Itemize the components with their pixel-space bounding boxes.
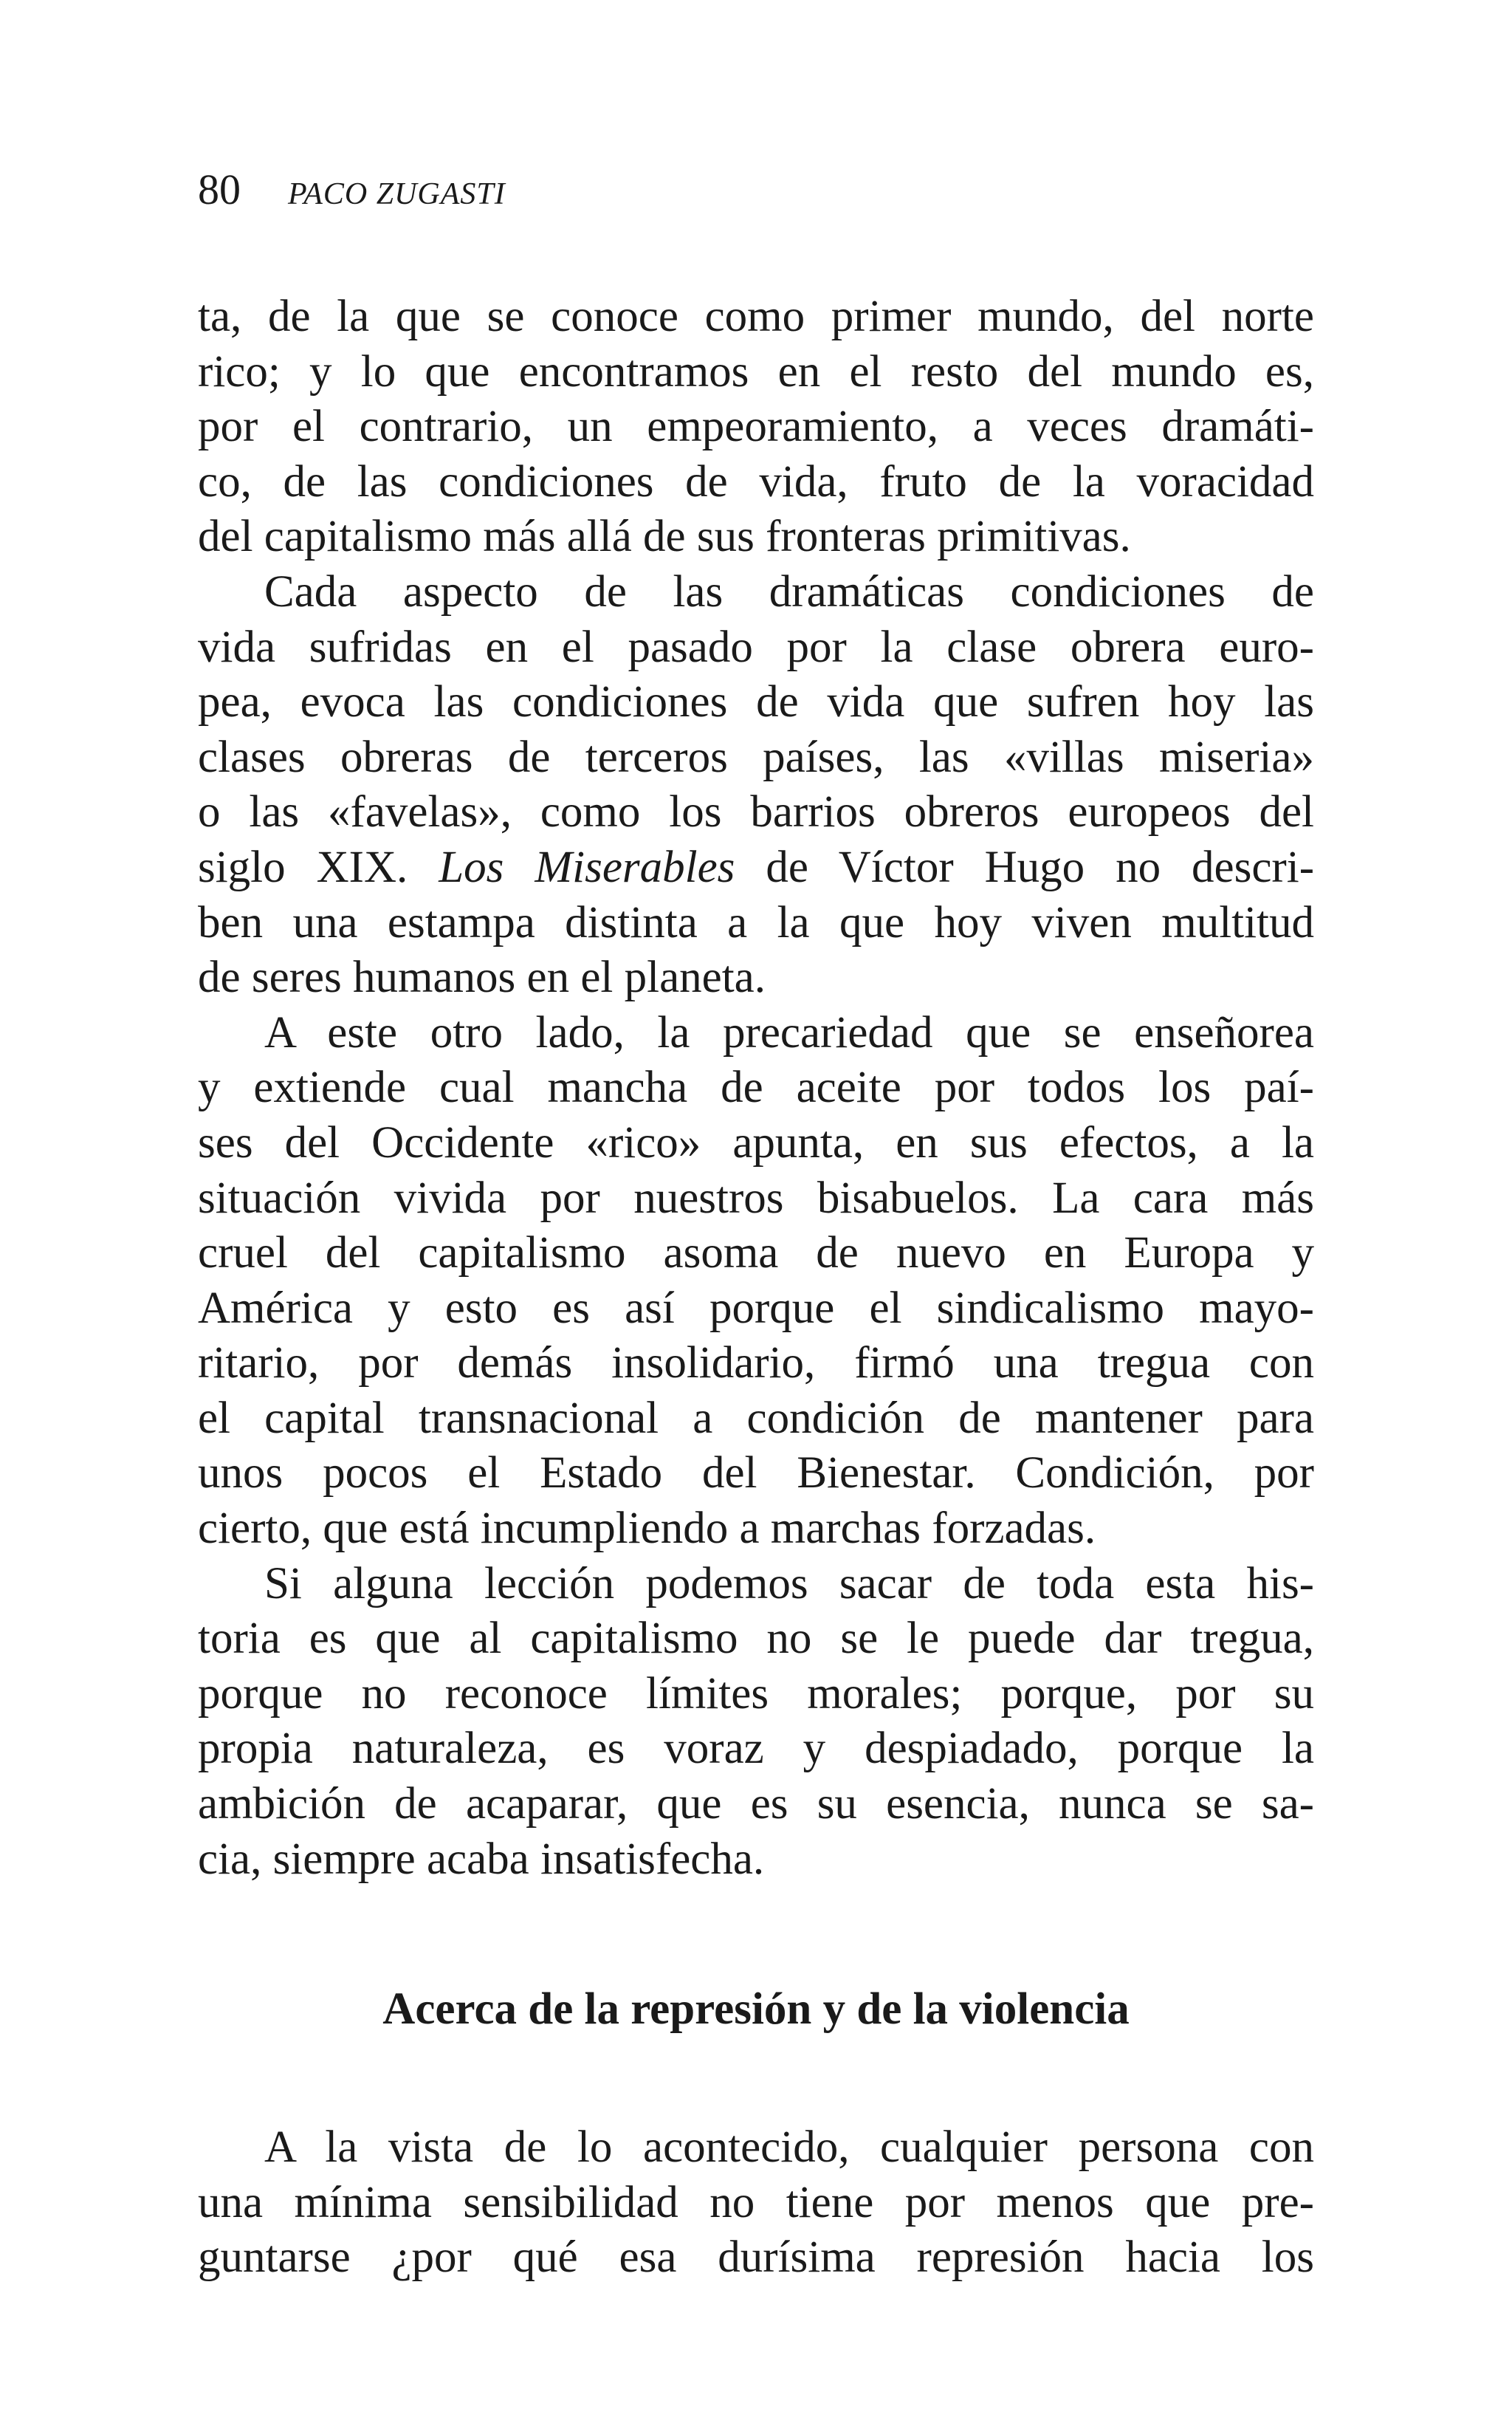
text-line: pea, evoca las condiciones de vida que sufren hoy las bbox=[198, 677, 1314, 727]
text-line: del capitalismo más allá de sus fronteras primitivas. bbox=[198, 512, 1131, 562]
body-text bbox=[198, 289, 1314, 1887]
text-line: y extiende cual mancha de aceite por todos los paí- bbox=[198, 1063, 1314, 1113]
text-line: cia, siempre acaba insatisfecha. bbox=[198, 1834, 765, 1884]
text-line: propia naturaleza, es voraz y despiadado, porque la bbox=[198, 1724, 1314, 1774]
running-author: PACO ZUGASTI bbox=[288, 177, 506, 211]
text-line: el capital transnacional a condición de mantener para bbox=[198, 1393, 1314, 1443]
text-line: unos pocos el Estado del Bienestar. Condición, por bbox=[198, 1448, 1314, 1498]
text-line: ses del Occidente «rico» apunta, en sus efectos, a la bbox=[198, 1117, 1314, 1168]
text-line: rico; y lo que encontramos en el resto del mundo es, bbox=[198, 346, 1314, 397]
text-run: de Víctor Hugo no descri- bbox=[766, 842, 1315, 892]
text-line: cierto, que está incumpliendo a marchas forzadas. bbox=[198, 1504, 1096, 1554]
running-header bbox=[198, 164, 506, 216]
text-line: toria es que al capitalismo no se le puede dar tregua, bbox=[198, 1614, 1314, 1664]
text-line: América y esto es así porque el sindicalismo mayo- bbox=[198, 1283, 1314, 1333]
text-line: de seres humanos en el planeta. bbox=[198, 953, 766, 1003]
text-line: ambición de acaparar, que es su esencia, nunca se sa- bbox=[198, 1779, 1314, 1829]
text-line: vida sufridas en el pasado por la clase obrera euro- bbox=[198, 622, 1314, 672]
page-number: 80 bbox=[198, 165, 241, 213]
text-line: porque no reconoce límites morales; porque, por su bbox=[198, 1668, 1314, 1718]
section-heading: Acerca de la represión y de la violencia bbox=[382, 1984, 1130, 2034]
text-line-mixed bbox=[198, 840, 1314, 896]
text-line: ritario, por demás insolidario, firmó una tregua con bbox=[198, 1338, 1314, 1388]
text-line: una mínima sensibilidad no tiene por menos que pre- bbox=[198, 2177, 1314, 2227]
book-title-italic: Los Miserables bbox=[439, 842, 735, 892]
text-line: A este otro lado, la precariedad que se enseñorea bbox=[264, 1007, 1314, 1058]
text-line: situación vivida por nuestros bisabuelos. La cara más bbox=[198, 1173, 1314, 1223]
text-line: cruel del capitalismo asoma de nuevo en Europa y bbox=[198, 1228, 1314, 1278]
text-line: co, de las condiciones de vida, fruto de la voracidad bbox=[198, 456, 1314, 507]
text-line: A la vista de lo acontecido, cualquier persona con bbox=[264, 2122, 1314, 2172]
text-line: ta, de la que se conoce como primer mundo, del norte bbox=[198, 292, 1314, 341]
text-line: ben una estampa distinta a la que hoy viven multitud bbox=[198, 897, 1314, 948]
text-line: o las «favelas», como los barrios obreros europeos del bbox=[198, 787, 1314, 837]
text-line: Cada aspecto de las dramáticas condiciones de bbox=[264, 566, 1314, 617]
text-run: siglo XIX. bbox=[198, 842, 408, 892]
text-line: Si alguna lección podemos sacar de toda esta his- bbox=[264, 1558, 1314, 1608]
text-line: por el contrario, un empeoramiento, a veces dramáti- bbox=[198, 402, 1314, 452]
text-line: clases obreras de terceros países, las «villas miseria» bbox=[198, 732, 1314, 782]
section-body-text bbox=[198, 2120, 1314, 2286]
text-line: guntarse ¿por qué esa durísima represión hacia los bbox=[198, 2232, 1314, 2283]
